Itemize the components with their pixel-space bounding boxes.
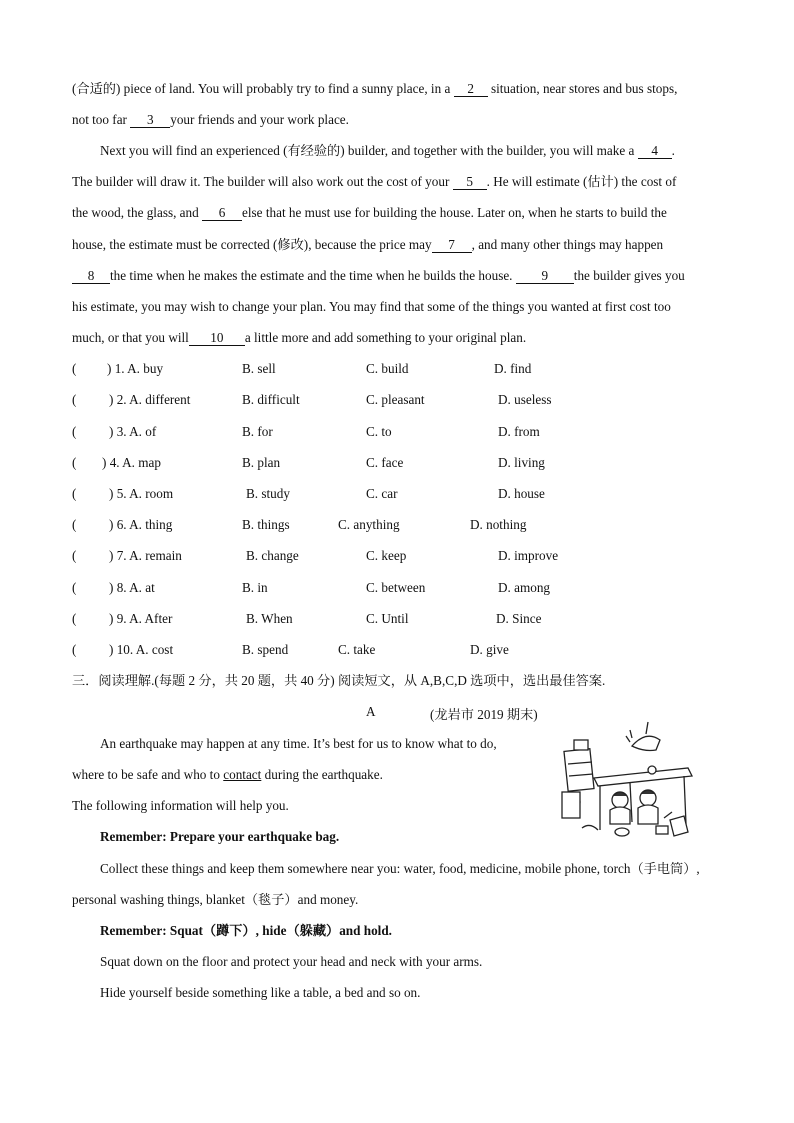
question-row (72, 641, 712, 659)
answer-paren: ( (72, 392, 77, 407)
answer-paren: ( (72, 486, 77, 501)
question-option-d: D. among (498, 580, 551, 595)
passage-line: Squat down on the floor and protect your head and neck with your arms. (100, 954, 483, 969)
question-option-c: C. face (366, 455, 404, 470)
question-option-d: D. living (498, 455, 545, 470)
text: where to be safe and who to (72, 767, 224, 782)
question-option-b: B. sell (242, 361, 276, 376)
text: the wood, the glass, and (72, 205, 203, 220)
remember-heading-2: Remember: Squat（蹲下）, hide（躲藏）and hold. (100, 923, 392, 938)
question-option-a: ) 7. A. remain (109, 548, 182, 563)
blank-6: 6 (202, 206, 242, 221)
question-row (72, 579, 712, 597)
text: , and many other things may happen (471, 237, 664, 252)
cloze-line-7 (72, 267, 685, 285)
answer-paren: ( (72, 611, 77, 626)
question-option-d: D. from (498, 424, 540, 439)
question-option-a: ) 10. A. cost (109, 642, 174, 657)
question-option-b: B. When (246, 611, 293, 626)
question-option-b: B. plan (242, 455, 281, 470)
question-option-c: C. anything (338, 517, 400, 532)
text: Next you will find an experienced (有经验的) builder, and together with the builder, you will make a (100, 143, 638, 158)
answer-paren: ( (72, 517, 77, 532)
question-option-a: ) 2. A. different (109, 392, 191, 407)
question-option-c: C. to (366, 424, 392, 439)
remember-heading-1: Remember: Prepare your earthquake bag. (100, 829, 340, 844)
cloze-line-9 (72, 329, 526, 347)
text: house, the estimate must be corrected (修改), because the price may (72, 237, 432, 252)
text: not too far (72, 112, 131, 127)
question-row (72, 485, 712, 503)
blank-2: 2 (454, 82, 488, 97)
question-option-a: ) 6. A. thing (109, 517, 173, 532)
question-row (72, 454, 712, 472)
text: the time when he makes the estimate and the time when he builds the house. (110, 268, 516, 283)
cloze-line-8 (72, 298, 671, 316)
text: . He will estimate (估计) the cost of (486, 174, 677, 189)
question-row (72, 391, 712, 409)
contact-word: contact (223, 767, 262, 782)
text: situation, near stores and bus stops, (487, 81, 678, 96)
question-row (72, 360, 712, 378)
question-option-b: B. difficult (242, 392, 300, 407)
question-option-a: ) 1. A. buy (107, 361, 164, 376)
answer-paren: ( (72, 642, 77, 657)
question-option-b: B. study (246, 486, 290, 501)
text: the builder gives you (573, 268, 685, 283)
text: The builder will draw it. The builder will also work out the cost of your (72, 174, 453, 189)
question-option-c: C. between (366, 580, 426, 595)
answer-paren: ( (72, 548, 77, 563)
question-option-c: C. build (366, 361, 409, 376)
question-row (72, 610, 712, 628)
question-row (72, 547, 712, 565)
question-option-c: C. keep (366, 548, 407, 563)
cloze-line-1 (72, 80, 677, 98)
question-option-c: C. Until (366, 611, 409, 626)
question-option-c: C. take (338, 642, 376, 657)
question-option-b: B. things (242, 517, 290, 532)
text: (合适的) piece of land. You will probably try to find a sunny place, in a (72, 81, 454, 96)
question-option-d: D. improve (498, 548, 559, 563)
text: your friends and your work place. (170, 112, 349, 127)
passage-label: A (366, 704, 376, 719)
section-heading: 三．阅读理解.(每题 2 分，共 20 题，共 40 分) 阅读短文，从 A,B,C,D 选项中，选出最佳答案. (72, 673, 606, 688)
question-option-d: D. useless (498, 392, 552, 407)
question-option-c: C. car (366, 486, 398, 501)
text: . (671, 143, 675, 158)
cloze-line-3 (100, 142, 675, 160)
question-option-d: D. give (470, 642, 509, 657)
question-option-b: B. for (242, 424, 273, 439)
question-option-a: ) 4. A. map (102, 455, 161, 470)
question-option-a: ) 9. A. After (109, 611, 173, 626)
blank-9: 9 (516, 269, 574, 284)
cloze-line-5 (72, 204, 667, 222)
question-row (72, 516, 712, 534)
question-option-b: B. change (246, 548, 299, 563)
passage-line (72, 766, 383, 784)
blank-10: 10 (189, 331, 245, 346)
blank-8: 8 (72, 269, 110, 284)
question-option-d: D. house (498, 486, 545, 501)
passage-line: The following information will help you. (72, 798, 289, 813)
question-option-b: B. spend (242, 642, 289, 657)
question-option-c: C. pleasant (366, 392, 425, 407)
blank-7: 7 (432, 238, 472, 253)
cloze-line-2 (72, 111, 349, 129)
question-option-a: ) 5. A. room (109, 486, 174, 501)
question-option-a: ) 3. A. of (109, 424, 157, 439)
text: else that he must use for building the house. Later on, when he starts to build the (242, 205, 667, 220)
question-option-d: D. find (494, 361, 532, 376)
passage-line: An earthquake may happen at any time. It’s best for us to know what to do, (100, 736, 497, 751)
question-option-d: D. nothing (470, 517, 527, 532)
text: his estimate, you may wish to change your plan. You may find that some of the things you wanted at first cost too (72, 299, 671, 314)
passage-line: Hide yourself beside something like a table, a bed and so on. (100, 985, 421, 1000)
cloze-line-4 (72, 173, 676, 191)
passage-line: Collect these things and keep them somewhere near you: water, food, medicine, mobile phone, torch（手电筒）, (100, 861, 700, 876)
question-option-d: D. Since (496, 611, 542, 626)
blank-5: 5 (453, 175, 487, 190)
question-option-a: ) 8. A. at (109, 580, 155, 595)
text: during the earthquake. (261, 767, 383, 782)
answer-paren: ( (72, 424, 77, 439)
answer-paren: ( (72, 455, 77, 470)
passage-line: personal washing things, blanket（毯子）and money. (72, 892, 359, 907)
answer-paren: ( (72, 580, 77, 595)
blank-3: 3 (130, 113, 170, 128)
cloze-line-6 (72, 236, 663, 254)
passage-source: (龙岩市 2019 期末) (430, 707, 538, 722)
question-option-b: B. in (242, 580, 268, 595)
blank-4: 4 (638, 144, 672, 159)
question-row (72, 423, 712, 441)
earthquake-illustration (560, 720, 700, 845)
answer-paren: ( (72, 361, 77, 376)
text: a little more and add something to your original plan. (244, 330, 527, 345)
text: much, or that you will (72, 330, 189, 345)
